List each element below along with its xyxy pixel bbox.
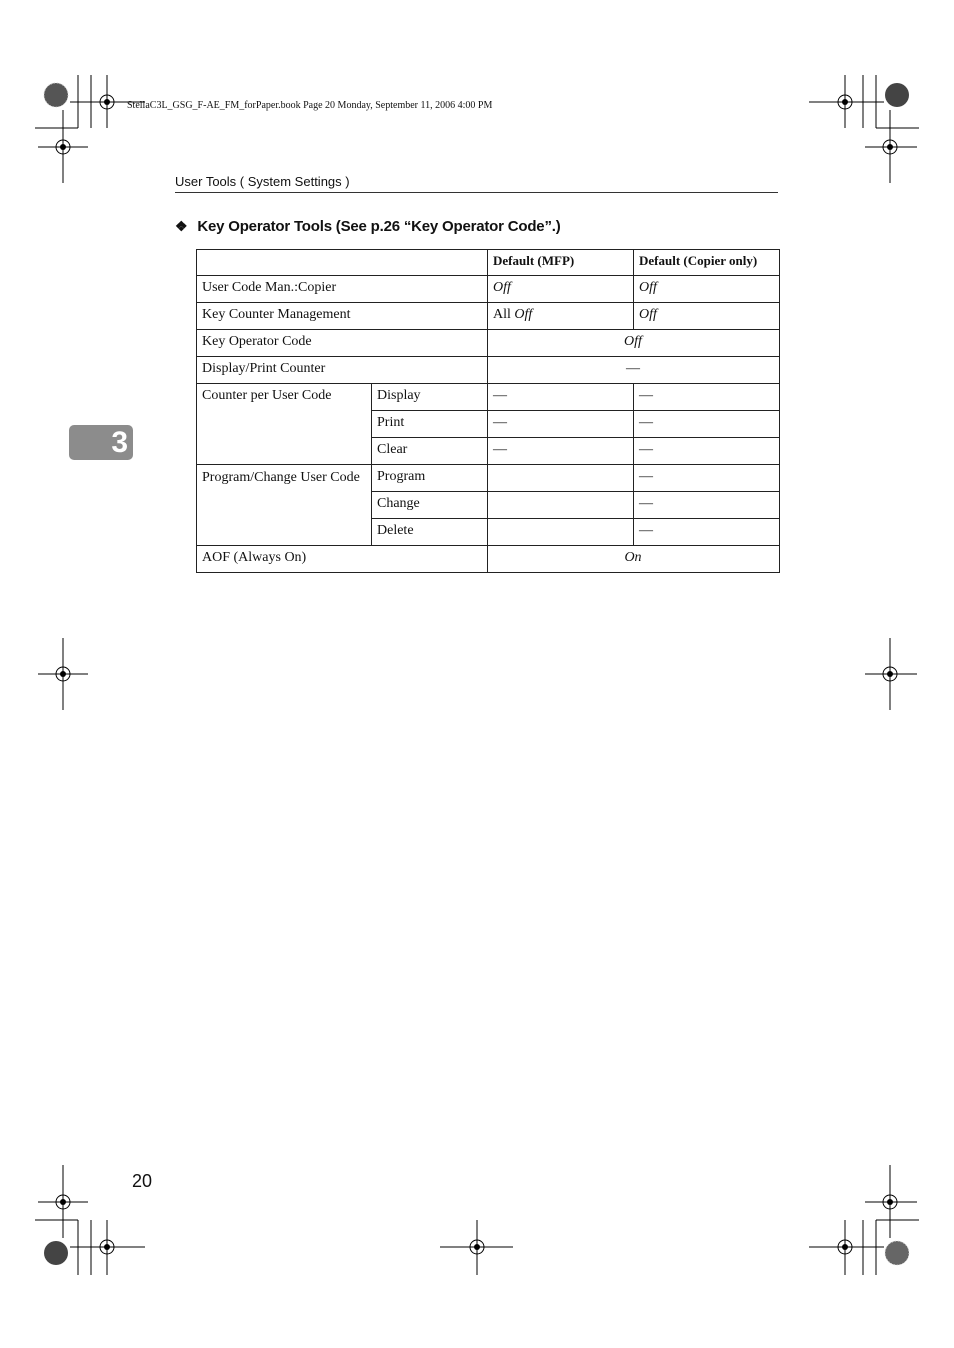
mfp-value — [488, 465, 634, 492]
copier-value: — — [634, 384, 780, 411]
sub-label: Delete — [372, 519, 488, 546]
table-row — [197, 465, 780, 492]
group-label: Program/Change User Code — [197, 465, 372, 546]
chapter-tab: 3 — [69, 425, 133, 460]
mfp-value — [488, 303, 634, 330]
mfp-value — [488, 519, 634, 546]
merged-value: Off — [488, 330, 780, 357]
mfp-value: Off — [488, 276, 634, 303]
copier-value: — — [634, 411, 780, 438]
table-row — [197, 330, 780, 357]
table-header-row — [197, 250, 780, 276]
sub-label: Display — [372, 384, 488, 411]
group-label: Counter per User Code — [197, 384, 372, 465]
row-label: AOF (Always On) — [197, 546, 488, 573]
sub-label: Clear — [372, 438, 488, 465]
mfp-value: — — [488, 411, 634, 438]
table-row — [197, 276, 780, 303]
section-title-text: Key Operator Tools (See p.26 “Key Operator Code”.) — [197, 218, 561, 235]
diamond-bullet-icon: ❖ — [175, 218, 188, 234]
key-operator-tools-table — [196, 249, 780, 573]
copier-value: Off — [634, 303, 780, 330]
merged-value: On — [488, 546, 780, 573]
table-row — [197, 384, 780, 411]
header-setting — [197, 250, 488, 276]
sub-label: Print — [372, 411, 488, 438]
merged-value: — — [488, 357, 780, 384]
copier-value: — — [634, 465, 780, 492]
mfp-value: — — [488, 384, 634, 411]
copier-value: — — [634, 519, 780, 546]
header-default-mfp: Default (MFP) — [488, 250, 634, 276]
header-rule — [175, 192, 778, 193]
row-label: Key Counter Management — [197, 303, 488, 330]
sub-label: Change — [372, 492, 488, 519]
row-label: User Code Man.:Copier — [197, 276, 488, 303]
mfp-value — [488, 492, 634, 519]
running-header: User Tools ( System Settings ) — [175, 174, 350, 189]
copier-value: — — [634, 492, 780, 519]
table-row — [197, 546, 780, 573]
copier-value: Off — [634, 276, 780, 303]
row-label: Key Operator Code — [197, 330, 488, 357]
section-title — [175, 218, 561, 235]
table-row — [197, 303, 780, 330]
mfp-value-prefix: All — [493, 307, 511, 322]
sub-label: Program — [372, 465, 488, 492]
table-row — [197, 357, 780, 384]
page-number: 20 — [132, 1171, 153, 1191]
mfp-value-text: Off — [514, 307, 533, 322]
row-label: Display/Print Counter — [197, 357, 488, 384]
header-default-copier: Default (Copier only) — [634, 250, 780, 276]
mfp-value: — — [488, 438, 634, 465]
copier-value: — — [634, 438, 780, 465]
print-info-line: StellaC3L_GSG_F-AE_FM_forPaper.book Page 20 Monday, September 11, 2006 4:00 PM — [127, 100, 493, 111]
